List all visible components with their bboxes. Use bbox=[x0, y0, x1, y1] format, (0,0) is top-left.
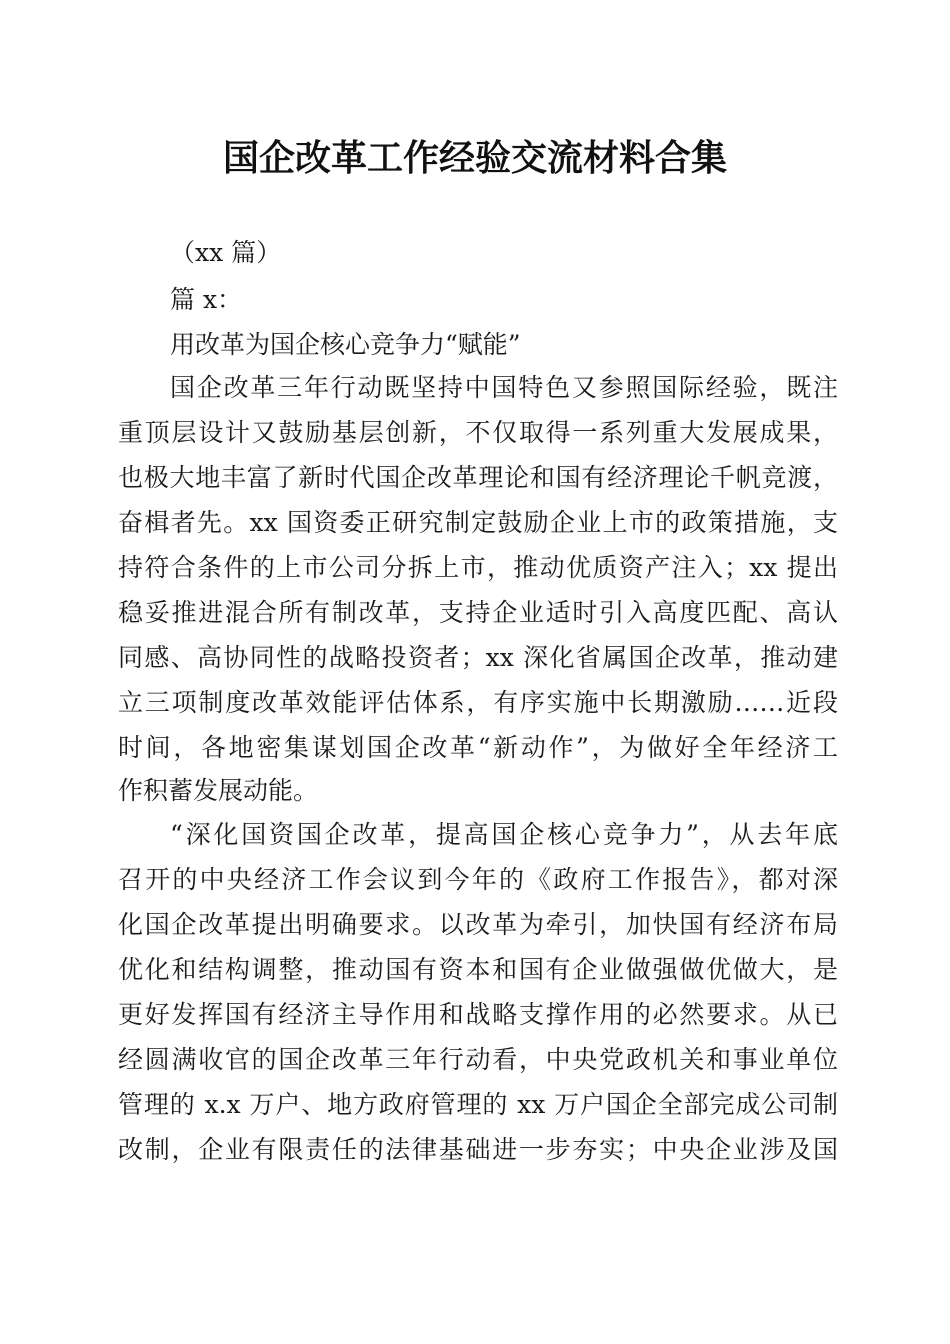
paragraph-line: 同感、高协同性的战略投资者；xx 深化省属国企改革，推动建 bbox=[118, 643, 838, 672]
paragraph-line: 稳妥推进混合所有制改革，支持企业适时引入高度匹配、高认 bbox=[118, 598, 838, 627]
article-count: （xx 篇） bbox=[170, 238, 282, 267]
paragraph-line: “深化国资国企改革，提高国企核心竞争力”，从去年底 bbox=[170, 820, 838, 849]
paragraph-line: 更好发挥国有经济主导作用和战略支撑作用的必然要求。从已 bbox=[118, 1000, 838, 1029]
paragraph-line: 立三项制度改革效能评估体系，有序实施中长期激励……近段 bbox=[118, 688, 838, 717]
paragraph-line: 召开的中央经济工作会议到今年的《政府工作报告》，都对深 bbox=[118, 865, 838, 894]
paragraph-line: 国企改革三年行动既坚持中国特色又参照国际经验，既注 bbox=[170, 373, 838, 402]
paragraph-line: 管理的 x.x 万户、地方政府管理的 xx 万户国企全部完成公司制 bbox=[118, 1090, 838, 1119]
chapter-label: 篇 x： bbox=[170, 285, 243, 314]
paragraph-line: 重顶层设计又鼓励基层创新，不仅取得一系列重大发展成果， bbox=[118, 418, 838, 447]
paragraph-line: 改制，企业有限责任的法律基础进一步夯实；中央企业涉及国 bbox=[118, 1135, 838, 1164]
paragraph-line: 优化和结构调整，推动国有资本和国有企业做强做优做大，是 bbox=[118, 955, 838, 984]
paragraph-line: 时间，各地密集谋划国企改革“新动作”，为做好全年经济工 bbox=[118, 733, 838, 762]
paragraph-line: 持符合条件的上市公司分拆上市，推动优质资产注入；xx 提出 bbox=[118, 553, 838, 582]
paragraph-line: 经圆满收官的国企改革三年行动看，中央党政机关和事业单位 bbox=[118, 1045, 838, 1074]
document-title: 国企改革工作经验交流材料合集 bbox=[222, 137, 727, 179]
paragraph-line: 也极大地丰富了新时代国企改革理论和国有经济理论千帆竞渡， bbox=[118, 463, 838, 492]
article-title: 用改革为国企核心竞争力“赋能” bbox=[170, 330, 521, 359]
paragraph-line: 作积蓄发展动能。 bbox=[118, 776, 319, 805]
paragraph-line: 化国企改革提出明确要求。以改革为牵引，加快国有经济布局 bbox=[118, 910, 838, 939]
paragraph-line: 奋楫者先。xx 国资委正研究制定鼓励企业上市的政策措施，支 bbox=[118, 508, 838, 537]
